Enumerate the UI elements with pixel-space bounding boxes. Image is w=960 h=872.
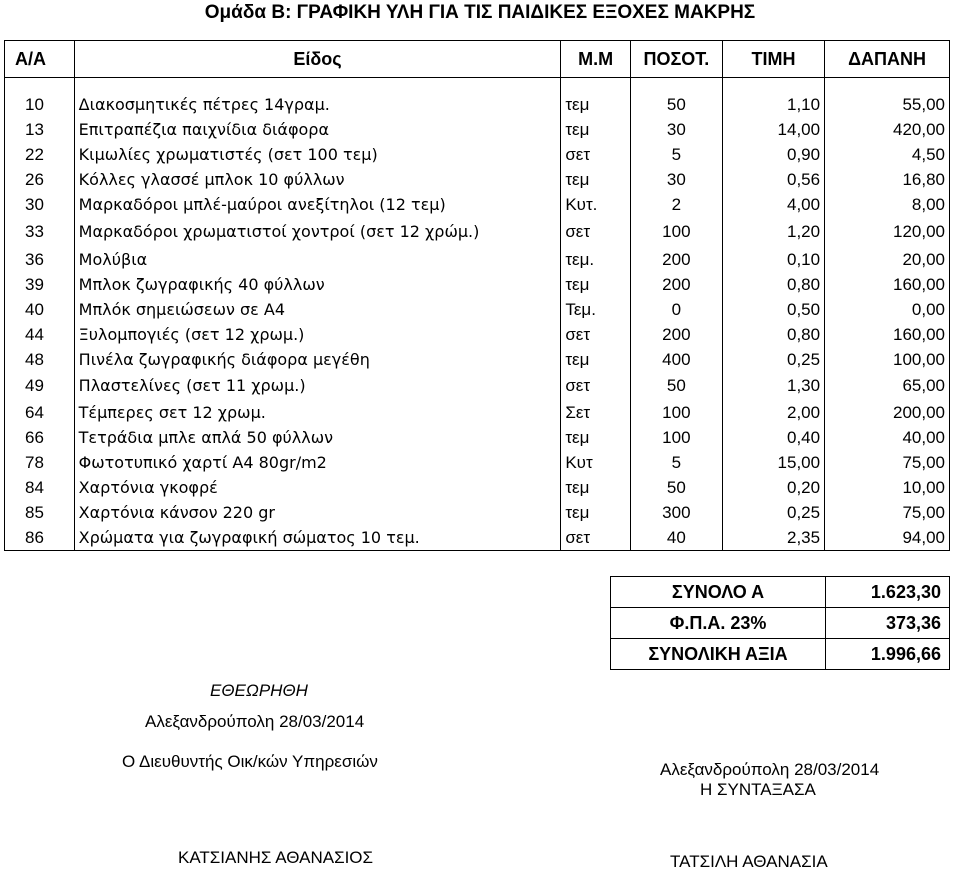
cell-price: 0,80 xyxy=(722,272,824,297)
cell-qty: 5 xyxy=(630,450,722,475)
cell-aa: 10 xyxy=(5,92,75,117)
cell-aa: 26 xyxy=(5,167,75,192)
cell-unit: τεμ xyxy=(561,167,631,192)
table-header-row xyxy=(5,41,950,78)
cell-cost: 4,50 xyxy=(825,142,950,167)
table-row xyxy=(5,475,950,500)
table-row xyxy=(5,92,950,117)
cell-aa: 40 xyxy=(5,297,75,322)
cell-unit: σετ xyxy=(561,525,631,551)
cell-cost: 160,00 xyxy=(825,322,950,347)
cell-cost: 8,00 xyxy=(825,192,950,217)
cell-aa: 36 xyxy=(5,247,75,272)
vat-label: Φ.Π.Α. 23% xyxy=(611,608,826,639)
cell-price: 1,30 xyxy=(722,372,824,400)
totals-row xyxy=(611,608,950,639)
cell-price: 4,00 xyxy=(722,192,824,217)
grand-total-value: 1.996,66 xyxy=(826,639,950,670)
table-row xyxy=(5,142,950,167)
cell-unit: Κυτ xyxy=(561,450,631,475)
cell-qty: 50 xyxy=(630,92,722,117)
cell-aa: 66 xyxy=(5,425,75,450)
items-table xyxy=(4,40,950,551)
cell-cost: 160,00 xyxy=(825,272,950,297)
cell-desc: Μαρκαδόροι μπλέ-μαύροι ανεξίτηλοι (12 τεμ) xyxy=(74,192,561,217)
cell-unit: Σετ xyxy=(561,400,631,425)
author-place-date: Αλεξανδρούπολη 28/03/2014 xyxy=(660,760,880,779)
cell-aa: 33 xyxy=(5,217,75,247)
cell-aa: 64 xyxy=(5,400,75,425)
cell-price: 0,25 xyxy=(722,347,824,372)
cell-cost: 120,00 xyxy=(825,217,950,247)
approved-place-date: Αλεξανδρούπολη 28/03/2014 xyxy=(145,712,365,731)
cell-aa: 85 xyxy=(5,500,75,525)
cell-qty: 5 xyxy=(630,142,722,167)
totals-table xyxy=(610,576,950,670)
cell-unit: σετ xyxy=(561,372,631,400)
cell-desc: Μαρκαδόροι χρωματιστοί χοντροί (σετ 12 χρώμ.) xyxy=(74,217,561,247)
table-row xyxy=(5,525,950,551)
cell-qty: 200 xyxy=(630,247,722,272)
cell-cost: 94,00 xyxy=(825,525,950,551)
table-row xyxy=(5,297,950,322)
cell-qty: 200 xyxy=(630,272,722,297)
table-row xyxy=(5,272,950,297)
cell-unit: τεμ xyxy=(561,347,631,372)
cell-aa: 78 xyxy=(5,450,75,475)
cell-desc: Διακοσμητικές πέτρες 14γραμ. xyxy=(74,92,561,117)
table-row xyxy=(5,117,950,142)
cell-desc: Πινέλα ζωγραφικής διάφορα μεγέθη xyxy=(74,347,561,372)
document-title: Ομάδα Β: ΓΡΑΦΙΚΗ ΥΛΗ ΓΙΑ ΤΙΣ ΠΑΙΔΙΚΕΣ ΕΞΟΧΕΣ ΜΑΚΡΗΣ xyxy=(204,2,756,23)
cell-price: 0,80 xyxy=(722,322,824,347)
cell-aa: 30 xyxy=(5,192,75,217)
cell-desc: Τετράδια μπλε απλά 50 φύλλων xyxy=(74,425,561,450)
cell-cost: 16,80 xyxy=(825,167,950,192)
cell-aa: 22 xyxy=(5,142,75,167)
vat-value: 373,36 xyxy=(826,608,950,639)
cell-aa: 84 xyxy=(5,475,75,500)
cell-price: 1,20 xyxy=(722,217,824,247)
cell-aa: 86 xyxy=(5,525,75,551)
cell-unit: Κυτ. xyxy=(561,192,631,217)
cell-qty: 50 xyxy=(630,372,722,400)
items-body xyxy=(5,92,950,551)
cell-qty: 30 xyxy=(630,167,722,192)
cell-price: 0,10 xyxy=(722,247,824,272)
cell-price: 14,00 xyxy=(722,117,824,142)
table-row xyxy=(5,217,950,247)
cell-price: 1,10 xyxy=(722,92,824,117)
cell-price: 0,25 xyxy=(722,500,824,525)
cell-desc: Χρώματα για ζωγραφική σώματος 10 τεμ. xyxy=(74,525,561,551)
cell-unit: τεμ xyxy=(561,475,631,500)
cell-desc: Χαρτόνια γκοφρέ xyxy=(74,475,561,500)
cell-desc: Κιμωλίες χρωματιστές (σετ 100 τεμ) xyxy=(74,142,561,167)
cell-cost: 20,00 xyxy=(825,247,950,272)
cell-cost: 75,00 xyxy=(825,450,950,475)
cell-cost: 200,00 xyxy=(825,400,950,425)
cell-aa: 13 xyxy=(5,117,75,142)
cell-desc: Ξυλομπογιές (σετ 12 χρωμ.) xyxy=(74,322,561,347)
cell-qty: 100 xyxy=(630,400,722,425)
director-title: Ο Διευθυντής Οικ/κών Υπηρεσιών xyxy=(122,752,378,771)
cell-aa: 44 xyxy=(5,322,75,347)
cell-price: 15,00 xyxy=(722,450,824,475)
cell-price: 2,35 xyxy=(722,525,824,551)
cell-cost: 10,00 xyxy=(825,475,950,500)
cell-desc: Πλαστελίνες (σετ 11 χρωμ.) xyxy=(74,372,561,400)
table-row xyxy=(5,167,950,192)
cell-price: 0,50 xyxy=(722,297,824,322)
cell-desc: Μπλόκ σημειώσεων σε Α4 xyxy=(74,297,561,322)
cell-price: 0,90 xyxy=(722,142,824,167)
header-price: ΤΙΜΗ xyxy=(722,41,824,78)
cell-qty: 0 xyxy=(630,297,722,322)
table-row xyxy=(5,400,950,425)
cell-unit: τεμ xyxy=(561,500,631,525)
cell-price: 2,00 xyxy=(722,400,824,425)
cell-qty: 30 xyxy=(630,117,722,142)
cell-aa: 39 xyxy=(5,272,75,297)
cell-qty: 100 xyxy=(630,217,722,247)
cell-unit: σετ xyxy=(561,217,631,247)
header-cost: ΔΑΠΑΝΗ xyxy=(825,41,950,78)
cell-desc: Τέμπερες σετ 12 χρωμ. xyxy=(74,400,561,425)
cell-cost: 65,00 xyxy=(825,372,950,400)
cell-cost: 40,00 xyxy=(825,425,950,450)
table-row xyxy=(5,247,950,272)
totals-row xyxy=(611,639,950,670)
table-row xyxy=(5,372,950,400)
table-row xyxy=(5,192,950,217)
cell-desc: Μπλοκ ζωγραφικής 40 φύλλων xyxy=(74,272,561,297)
total-label: ΣΥΝΟΛΟ Α xyxy=(611,577,826,608)
cell-unit: τεμ xyxy=(561,117,631,142)
cell-cost: 55,00 xyxy=(825,92,950,117)
cell-price: 0,40 xyxy=(722,425,824,450)
cell-aa: 49 xyxy=(5,372,75,400)
cell-desc: Φωτοτυπικό χαρτί Α4 80gr/m2 xyxy=(74,450,561,475)
cell-qty: 400 xyxy=(630,347,722,372)
director-name: ΚΑΤΣΙΑΝΗΣ ΑΘΑΝΑΣΙΟΣ xyxy=(178,848,374,867)
cell-aa: 48 xyxy=(5,347,75,372)
cell-qty: 100 xyxy=(630,425,722,450)
cell-cost: 0,00 xyxy=(825,297,950,322)
cell-cost: 100,00 xyxy=(825,347,950,372)
cell-price: 0,20 xyxy=(722,475,824,500)
header-desc: Είδος xyxy=(74,41,561,78)
cell-qty: 200 xyxy=(630,322,722,347)
cell-desc: Χαρτόνια κάνσον 220 gr xyxy=(74,500,561,525)
table-row xyxy=(5,347,950,372)
cell-desc: Κόλλες γλασσέ μπλοκ 10 φύλλων xyxy=(74,167,561,192)
header-aa: Α/Α xyxy=(5,41,75,78)
header-unit: Μ.Μ xyxy=(561,41,631,78)
cell-price: 0,56 xyxy=(722,167,824,192)
grand-total-label: ΣΥΝΟΛΙΚΗ ΑΞΙΑ xyxy=(611,639,826,670)
header-qty: ΠΟΣΟΤ. xyxy=(630,41,722,78)
approved-label: ΕΘΕΩΡΗΘΗ xyxy=(210,681,308,700)
cell-qty: 50 xyxy=(630,475,722,500)
cell-unit: τεμ. xyxy=(561,247,631,272)
table-row xyxy=(5,425,950,450)
cell-qty: 2 xyxy=(630,192,722,217)
cell-qty: 300 xyxy=(630,500,722,525)
cell-unit: Τεμ. xyxy=(561,297,631,322)
total-value: 1.623,30 xyxy=(826,577,950,608)
totals-row xyxy=(611,577,950,608)
table-row xyxy=(5,450,950,475)
header-spacer xyxy=(5,78,950,93)
table-row xyxy=(5,500,950,525)
cell-desc: Επιτραπέζια παιχνίδια διάφορα xyxy=(74,117,561,142)
cell-unit: σετ xyxy=(561,322,631,347)
cell-unit: τεμ xyxy=(561,425,631,450)
author-title: Η ΣΥΝΤΑΞΑΣΑ xyxy=(700,780,816,799)
cell-unit: τεμ xyxy=(561,92,631,117)
author-name: ΤΑΤΣΙΛΗ ΑΘΑΝΑΣΙΑ xyxy=(670,852,828,871)
cell-qty: 40 xyxy=(630,525,722,551)
cell-cost: 75,00 xyxy=(825,500,950,525)
cell-unit: τεμ xyxy=(561,272,631,297)
table-row xyxy=(5,322,950,347)
cell-unit: σετ xyxy=(561,142,631,167)
cell-desc: Μολύβια xyxy=(74,247,561,272)
cell-cost: 420,00 xyxy=(825,117,950,142)
